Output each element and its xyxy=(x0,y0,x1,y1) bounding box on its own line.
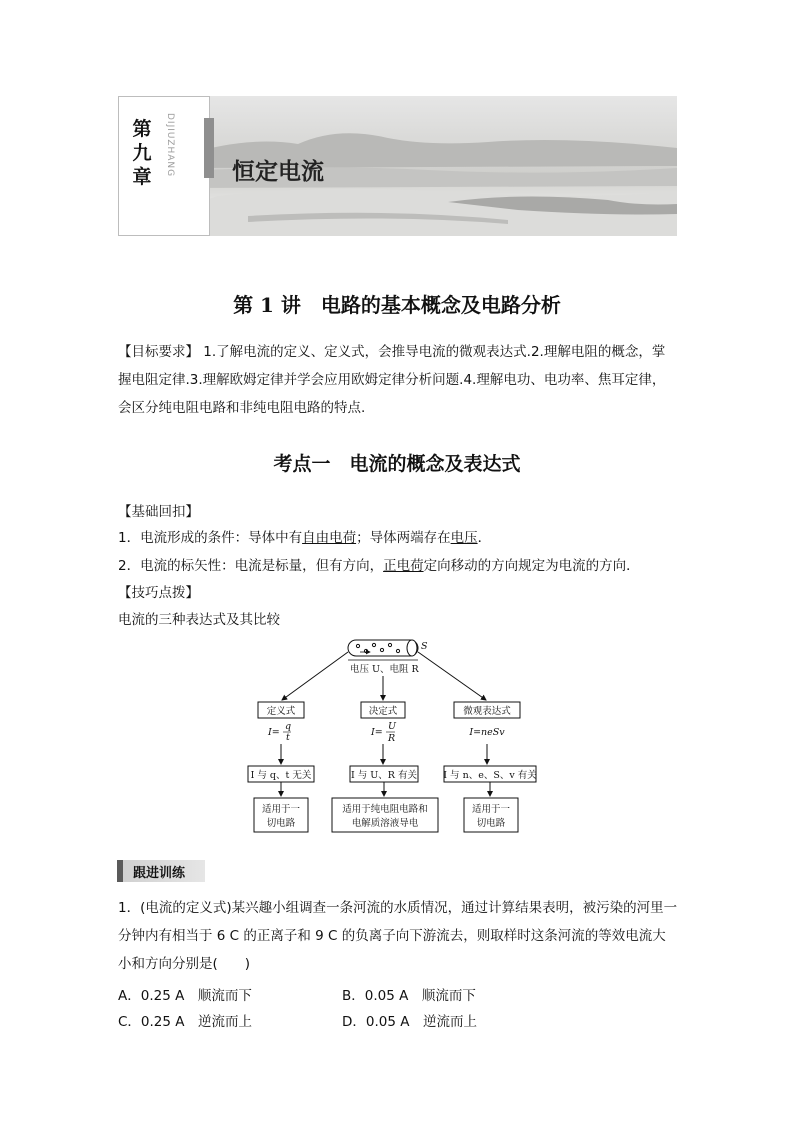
arrow-to-definition xyxy=(282,652,348,700)
basics-tag: 【基础回扣】 xyxy=(118,504,199,520)
definition-label: 定义式 xyxy=(266,706,296,717)
item1-prefix: 1．电流形成的条件：导体中有 xyxy=(118,530,303,546)
scope-3-line-1: 适用于一 xyxy=(471,804,511,815)
goals-tag: 【目标要求】 xyxy=(118,344,199,360)
scope-2-line-2: 电解质溶液导电 xyxy=(351,818,419,829)
skills-tag: 【技巧点拨】 xyxy=(118,585,199,601)
practice-tag-label: 跟进训练 xyxy=(133,866,186,881)
definition-formula-den: t xyxy=(286,732,290,743)
chapter-label-box xyxy=(118,96,210,236)
relation-3: I 与 n、e、S、v 有关 xyxy=(443,770,537,781)
practice-tag xyxy=(117,860,205,882)
determination-formula-den: R xyxy=(388,733,396,744)
area-label: S xyxy=(421,641,428,652)
relation-1: I 与 q、t 无关 xyxy=(250,770,312,781)
determination-formula-num: U xyxy=(388,721,397,732)
voltage-resistance-label: 电压 U、电阻 R xyxy=(350,664,419,675)
goals-text: 1.了解电流的定义、定义式，会推导电流的微观表达式.2.理解电阻的概念，掌握电阻定律.3.理解欧姆定律并学会应用欧姆定律分析问题.4.理解电功、电功率、焦耳定律，会区分纯电阻电路和非纯电阻电路的特点. xyxy=(118,344,666,416)
option-c: C．0.25 A 逆流而上 xyxy=(118,1014,253,1030)
comparison-title: 电流的三种表达式及其比较 xyxy=(118,612,280,628)
item2-suffix: 定向移动的方向规定为电流的方向． xyxy=(423,558,640,574)
chapter-pinyin: DIJIUZHANG xyxy=(165,113,175,178)
chapter-accent-bar xyxy=(204,118,214,178)
determination-formula-left: I= xyxy=(371,727,383,738)
lecture-title: 第 1 讲 电路的基本概念及电路分析 xyxy=(233,293,561,317)
section-title: 考点一 电流的概念及表达式 xyxy=(273,453,521,475)
micro-formula: I=neSv xyxy=(469,727,505,738)
item1-answer-2: 电压 xyxy=(450,530,478,546)
scope-3-line-2: 切电路 xyxy=(476,818,506,829)
scope-1-line-2: 切电路 xyxy=(266,818,296,829)
scope-1-line-1: 适用于一 xyxy=(261,804,301,815)
determination-label: 决定式 xyxy=(368,706,398,717)
option-d: D．0.05 A 逆流而上 xyxy=(342,1014,477,1030)
scope-2-line-1: 适用于纯电阻电路和 xyxy=(342,804,428,815)
definition-formula-num: q xyxy=(285,721,292,732)
item1-mid: ；导体两端存在 xyxy=(356,530,451,546)
chapter-number: 第九章 xyxy=(132,118,152,188)
item2-answer-1: 正电荷 xyxy=(383,558,424,574)
arrow-to-micro xyxy=(418,652,486,700)
relation-2: I 与 U、R 有关 xyxy=(351,770,417,781)
definition-formula-left: I= xyxy=(268,727,280,738)
item1-suffix: ． xyxy=(477,530,492,546)
question-stem: 1．(电流的定义式)某兴趣小组调查一条河流的水质情况，通过计算结果表明，被污染的河里一分钟内有相当于 6 C 的正离子和 9 C 的负离子向下游流去，则取样时这条河流的等效电流大小和方向分别是( ) xyxy=(118,900,678,972)
current-expressions-diagram xyxy=(240,634,560,834)
item1-answer-1: 自由电荷 xyxy=(302,530,357,546)
option-a: A．0.25 A 顺流而下 xyxy=(118,988,252,1004)
chapter-banner xyxy=(118,96,677,236)
diagram-svg xyxy=(240,634,560,834)
practice-tag-bar xyxy=(117,860,123,882)
conductor-icon xyxy=(348,640,418,656)
basics-item-1 xyxy=(118,526,491,546)
chapter-title: 恒定电流 xyxy=(232,159,324,185)
option-b: B．0.05 A 顺流而下 xyxy=(342,988,476,1004)
item2-prefix: 2．电流的标矢性：电流是标量，但有方向， xyxy=(118,558,384,574)
basics-item-2 xyxy=(118,554,640,574)
micro-label: 微观表达式 xyxy=(463,706,511,717)
goals-paragraph xyxy=(118,338,678,422)
